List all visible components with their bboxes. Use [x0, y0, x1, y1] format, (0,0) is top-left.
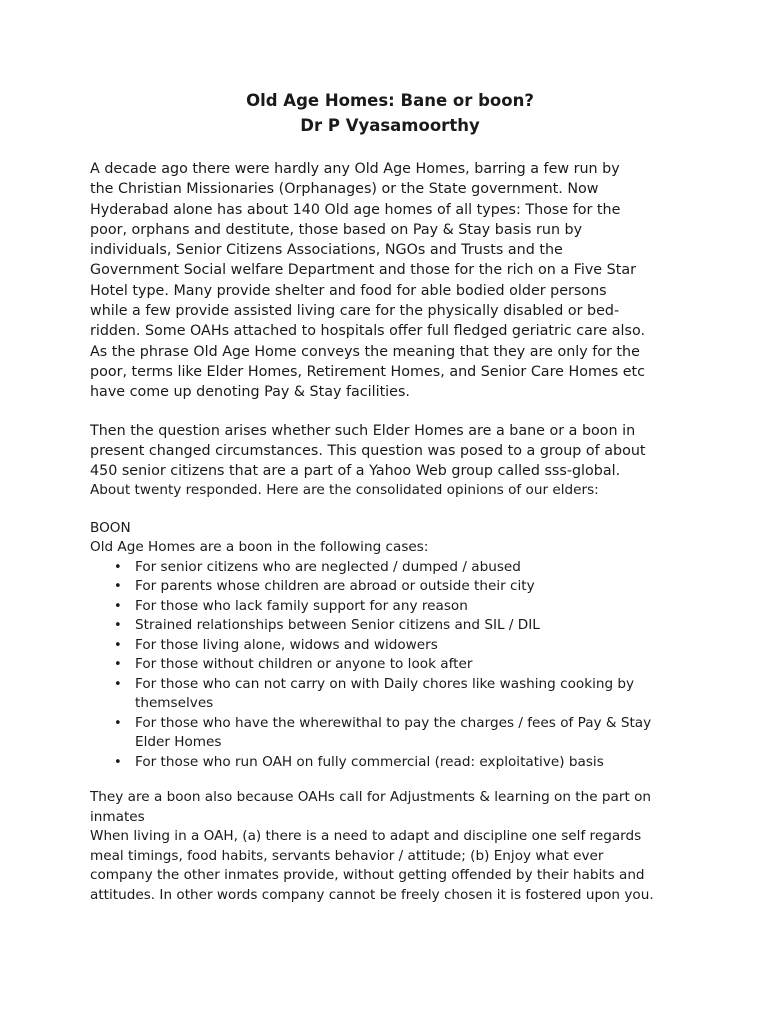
- list-item: [90, 616, 690, 636]
- list-item: [90, 636, 690, 656]
- paragraph-question: [90, 421, 690, 482]
- text-line: Hotel type. Many provide shelter and food for able bodied older persons: [90, 282, 607, 299]
- text-line: ridden. Some OAHs attached to hospitals offer full fledged geriatric care also.: [90, 323, 646, 340]
- text-line: 450 senior citizens that are a part of a Yahoo Web group called sss-global.: [90, 463, 621, 480]
- text-line: while a few provide assisted living care for the physically disabled or bed-: [90, 303, 620, 320]
- text-line: Then the question arises whether such Elder Homes are a bane or a boon in: [90, 422, 636, 439]
- text-line: have come up denoting Pay & Stay facilities.: [90, 384, 410, 401]
- list-item: [90, 558, 690, 578]
- list-item-text: For those without children or anyone to look after: [135, 656, 473, 673]
- bullet-icon: •: [114, 715, 122, 731]
- paragraph-responses: About twenty responded. Here are the consolidated opinions of our elders:: [90, 482, 599, 499]
- document-title: Old Age Homes: Bane or boon?: [246, 91, 534, 110]
- text-line: Hyderabad alone has about 140 Old age homes of all types: Those for the: [90, 201, 621, 218]
- list-item: [90, 597, 690, 617]
- text-line: A decade ago there were hardly any Old Age Homes, barring a few run by: [90, 161, 620, 177]
- bullet-icon: •: [114, 637, 122, 653]
- text-line: meal timings, food habits, servants behavior / attitude; (b) Enjoy what ever: [90, 847, 604, 864]
- document-author: Dr P Vyasamoorthy: [300, 116, 480, 135]
- paragraph-adjustments: [90, 788, 690, 905]
- bullet-icon: •: [114, 598, 122, 614]
- bullet-icon: •: [114, 657, 122, 673]
- list-item-text: Elder Homes: [135, 734, 222, 751]
- boon-intro: Old Age Homes are a boon in the following cases:: [90, 539, 429, 556]
- text-line: They are a boon also because OAHs call for Adjustments & learning on the part on: [90, 789, 652, 806]
- boon-list: [90, 558, 690, 773]
- text-line: As the phrase Old Age Home conveys the meaning that they are only for the: [90, 343, 640, 360]
- list-item-text: For senior citizens who are neglected / dumped / abused: [135, 558, 521, 575]
- text-line: the Christian Missionaries (Orphanages) or the State government. Now: [90, 181, 599, 198]
- text-line: inmates: [90, 808, 145, 825]
- list-item-text: For those who lack family support for any reason: [135, 597, 468, 614]
- bullet-icon: •: [114, 676, 122, 692]
- list-item: [90, 577, 690, 597]
- document-page: [90, 88, 690, 905]
- list-item-text: For those who can not carry on with Daily chores like washing cooking by: [135, 675, 635, 692]
- boon-heading: BOON: [90, 519, 131, 536]
- text-line: present changed circumstances. This question was posed to a group of about: [90, 442, 646, 459]
- bullet-icon: •: [114, 618, 122, 634]
- list-item-text: For those who run OAH on fully commercial (read: exploitative) basis: [135, 753, 604, 770]
- list-item-text: For those living alone, widows and widowers: [135, 636, 438, 653]
- text-line: poor, terms like Elder Homes, Retirement Homes, and Senior Care Homes etc: [90, 363, 645, 380]
- list-item: [90, 753, 690, 773]
- list-item: [90, 675, 690, 714]
- text-line: company the other inmates provide, without getting offended by their habits and: [90, 867, 645, 884]
- text-line: poor, orphans and destitute, those based on Pay & Stay basis run by: [90, 221, 583, 238]
- list-item-text: Strained relationships between Senior citizens and SIL / DIL: [135, 617, 540, 634]
- list-item-text: For parents whose children are abroad or outside their city: [135, 578, 535, 595]
- list-item: [90, 655, 690, 675]
- text-line: Government Social welfare Department and those for the rich on a Five Star: [90, 262, 636, 279]
- bullet-icon: •: [114, 559, 122, 575]
- list-item-text: For those who have the wherewithal to pay the charges / fees of Pay & Stay: [135, 714, 652, 731]
- list-item: [90, 714, 690, 753]
- paragraph-intro: [90, 159, 690, 403]
- bullet-icon: •: [114, 579, 122, 595]
- list-item-text: themselves: [135, 695, 214, 712]
- text-line: When living in a OAH, (a) there is a need to adapt and discipline one self regards: [90, 828, 642, 845]
- bullet-icon: •: [114, 754, 122, 770]
- text-line: individuals, Senior Citizens Associations, NGOs and Trusts and the: [90, 242, 563, 259]
- text-line: attitudes. In other words company cannot be freely chosen it is fostered upon you.: [90, 886, 654, 903]
